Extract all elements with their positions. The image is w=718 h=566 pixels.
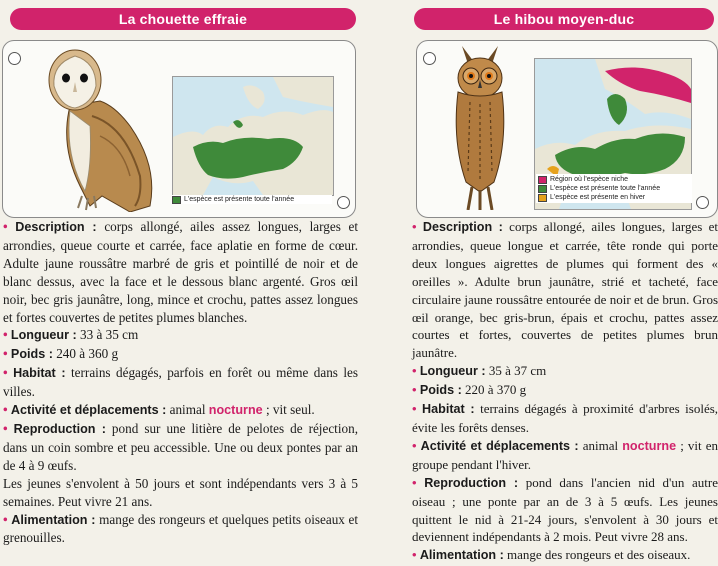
activity-post: ; vit en groupe pendant l'hiver. <box>412 437 718 472</box>
legend-swatch <box>172 196 181 204</box>
legend-swatch <box>538 185 547 193</box>
length-line <box>412 362 718 381</box>
habitat-paragraph <box>3 364 358 401</box>
activity-line <box>412 437 718 474</box>
activity-pre: animal <box>169 402 206 418</box>
distribution-map <box>172 76 334 196</box>
legend-label: Région où l'espèce niche <box>550 176 629 183</box>
diet-paragraph <box>3 511 358 548</box>
punch-hole-icon <box>696 196 709 209</box>
length-label: Longueur : <box>419 364 486 379</box>
card-title: La chouette effraie <box>10 8 356 30</box>
activity-highlight: nocturne <box>622 438 677 453</box>
punch-hole-icon <box>8 52 21 65</box>
reproduction-text: pond sur une litière de pelotes de réjection, dans un coin sombre et peu accessible. Une ou deux pontes par an de 4 à 9 œufs. <box>3 420 358 473</box>
legend-label: L'espèce est présente toute l'année <box>184 196 295 203</box>
reproduction-label: Reproduction : <box>424 475 519 490</box>
reproduction-label: Reproduction : <box>13 421 106 436</box>
punch-hole-icon <box>423 52 436 65</box>
diet-text: mange des rongeurs et des oiseaux. <box>507 547 691 563</box>
habitat-text: terrains dégagés à proximité d'arbres isolés, évite les forêts denses. <box>412 401 718 435</box>
card-long-eared-owl <box>400 0 718 566</box>
length-line <box>3 326 358 345</box>
punch-hole-icon <box>337 196 350 209</box>
barn-owl-illustration <box>30 46 160 212</box>
diet-paragraph <box>412 546 718 565</box>
legend-item <box>538 184 690 193</box>
description-text: corps allongé, ailes longues, larges et arrondies, queue longue et carrée, tête ronde qui porte deux longues aigrettes de plumes qui forment des « oreilles ». Adulte brun jaunâtre, strié et tacheté, face circulaire jaune roussâtre entourée de noir et de brun. Gros œil orange, bec gris-brun, épais et crochu, pattes assez courtes et fortes, couvertes de petites plumes brun jaunâtre. <box>412 219 718 361</box>
bullet-icon: • <box>3 346 8 362</box>
reproduction-extra: Les jeunes s'envolent à 50 jours et sont indépendants vers 3 à 5 semaines. Peut vivre 21 ans. <box>3 475 358 509</box>
weight-value: 240 à 360 g <box>56 346 119 362</box>
legend-label: L'espèce est présente toute l'année <box>550 185 661 192</box>
bullet-icon: • <box>3 327 8 343</box>
legend-item <box>538 193 690 202</box>
bullet-icon: • <box>3 219 8 234</box>
habitat-paragraph <box>412 400 718 437</box>
weight-label: Poids : <box>10 347 53 362</box>
bullet-icon: • <box>412 474 417 490</box>
description-paragraph <box>412 218 718 362</box>
bullet-icon: • <box>3 420 8 436</box>
reproduction-paragraph <box>3 420 358 475</box>
description-label: Description : <box>422 220 503 234</box>
activity-pre: animal <box>582 437 619 453</box>
length-value: 33 à 35 cm <box>79 327 139 343</box>
activity-highlight: nocturne <box>208 403 263 418</box>
bullet-icon: • <box>412 382 417 398</box>
length-value: 35 à 37 cm <box>488 363 547 379</box>
length-label: Longueur : <box>10 328 77 343</box>
habitat-label: Habitat : <box>13 366 66 381</box>
weight-value: 220 à 370 g <box>465 382 527 398</box>
activity-label: Activité et déplacements : <box>10 403 167 418</box>
diet-label: Alimentation : <box>11 512 96 527</box>
legend-label: L'espèce est présente en hiver <box>550 194 646 201</box>
bullet-icon: • <box>3 365 8 381</box>
activity-label: Activité et déplacements : <box>420 438 579 453</box>
activity-post: ; vit seul. <box>265 402 315 418</box>
bullet-icon: • <box>3 511 8 527</box>
card-title: Le hibou moyen-duc <box>414 8 714 30</box>
legend-item <box>172 195 332 204</box>
map-legend <box>536 174 692 203</box>
bullet-icon: • <box>412 363 417 379</box>
long-eared-owl-illustration <box>440 42 520 210</box>
activity-line <box>3 401 358 420</box>
reproduction-text: pond dans l'ancien nid d'un autre oiseau ; une ponte par an de 3 à 5 œufs. Les jeunes quittent le nid à 21-24 jours, s'envolent à 30 jours et deviennent indépendants à 2 mois. Peut vivre 28 ans. <box>412 474 718 545</box>
legend-item <box>538 175 690 184</box>
description-paragraph <box>3 218 358 326</box>
weight-line <box>412 381 718 400</box>
description-label: Description : <box>15 220 97 234</box>
description-text: corps allongé, ailes assez longues, larges et arrondies, queue courte et carrée, face aplatie en forme de cœur. Adulte jaune roussâtre marbré de gris et pointillé de noir et de blanc dessus, avec la face et le dessous blanc argenté. Gros œil noir, bec gris jaunâtre, long, mince et crochu, pattes assez longues et fortes couvertes de petites plumes blanches. <box>3 219 359 325</box>
weight-line <box>3 345 358 364</box>
bullet-icon: • <box>412 401 417 417</box>
legend-swatch <box>538 176 547 184</box>
habitat-text: terrains dégagés, parfois en forêt ou même dans les villes. <box>3 365 358 400</box>
weight-label: Poids : <box>419 383 462 398</box>
bullet-icon: • <box>412 547 417 563</box>
species-text <box>412 218 718 565</box>
diet-label: Alimentation : <box>419 548 504 563</box>
reproduction-paragraph <box>412 474 718 547</box>
bullet-icon: • <box>412 437 417 453</box>
species-text <box>3 218 358 547</box>
legend-swatch <box>538 194 547 202</box>
bullet-icon: • <box>3 402 8 418</box>
diet-text: mange des rongeurs et quelques petits oiseaux et grenouilles. <box>3 511 359 546</box>
map-legend <box>172 195 332 204</box>
habitat-label: Habitat : <box>422 402 475 417</box>
bullet-icon: • <box>412 219 417 234</box>
